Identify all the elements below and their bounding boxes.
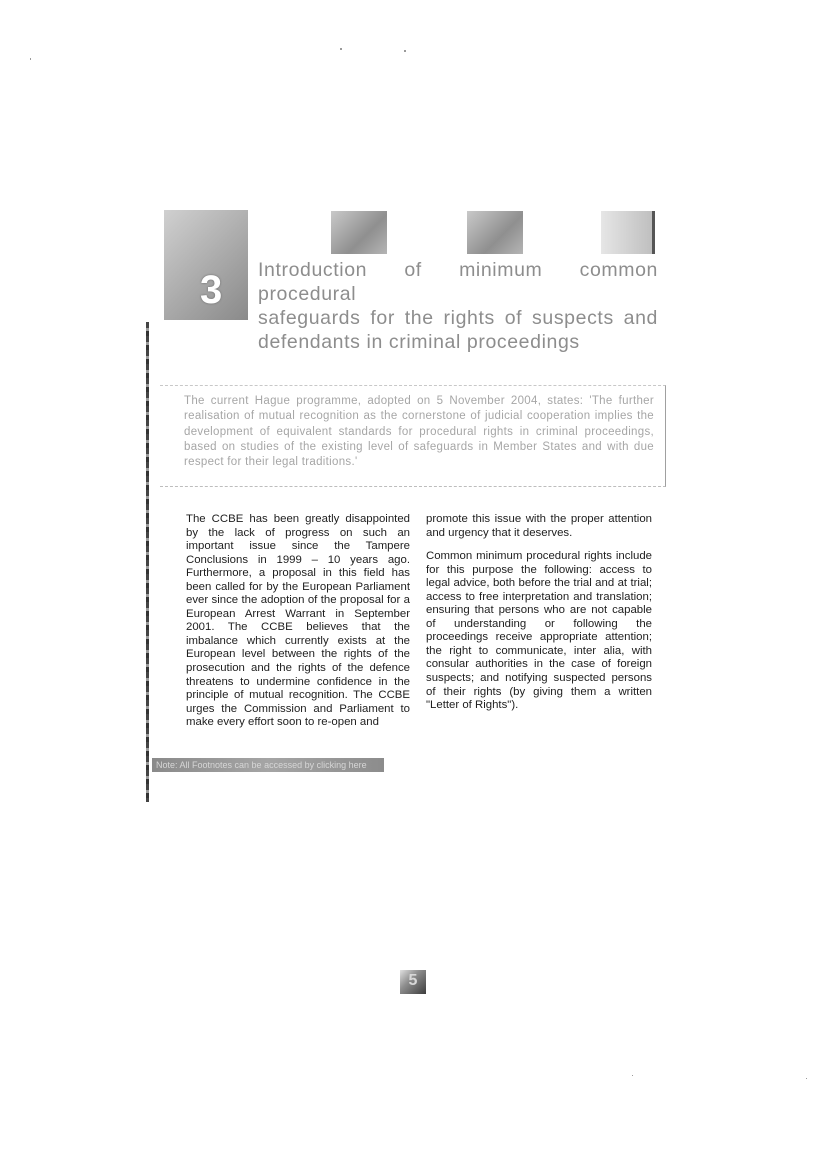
body-paragraph: promote this issue with the proper attention and urgency that it deserves. [426, 513, 652, 539]
decorative-square [601, 211, 655, 254]
scan-speck [340, 48, 342, 50]
body-left-column [186, 513, 410, 740]
scan-speck [632, 1075, 633, 1076]
body-right-column [426, 513, 652, 723]
decorative-square [331, 211, 387, 254]
footnotes-link[interactable]: Note: All Footnotes can be accessed by clicking here [152, 758, 384, 772]
chapter-title [258, 258, 658, 354]
chapter-title-line: defendants in criminal proceedings [258, 331, 580, 353]
quote-text: The current Hague programme, adopted on 5 November 2004, states: 'The further realisation of mutual recognition as the cornerstone of judicial cooperation implies the development of equivalent standards for procedural rights in criminal proceedings, based on studies of the existing level of safeguards in Member States and with due respect for their legal traditions.' [184, 395, 654, 469]
page-number: 5 [408, 972, 418, 989]
body-paragraph: The CCBE has been greatly disappointed by the lack of progress on such an important issue since the Tampere Conclusions in 1999 – 10 years ago. Furthermore, a proposal in this field has been called for by the European Parliament ever since the adoption of the proposal for a European Arrest Warrant in September 2001. The CCBE believes that the imbalance which currently exists at the European level between the rights of the prosecution and the rights of the defence threatens to undermine confidence in the principle of mutual recognition. The CCBE urges the Commission and Parliament to make every effort soon to re-open and [186, 513, 410, 729]
body-paragraph: Common minimum procedural rights include for this purpose the following: access to legal advice, both before the trial and at trial; access to free interpretation and translation; ensuring that persons who are not capable of understanding or following the proceedings receive appropriate attention; the right to communicate, inter alia, with consular authorities in the case of foreign suspects; and notifying suspected persons of their rights (by giving them a written "Letter of Rights"). [426, 550, 652, 712]
scan-speck [30, 58, 31, 60]
chapter-number: 3 [200, 268, 222, 312]
scan-speck [806, 1078, 807, 1079]
decorative-square [467, 211, 523, 254]
chapter-title-line: safeguards for the rights of suspects and [258, 307, 658, 329]
chapter-title-line: Introduction of minimum common procedural [258, 259, 658, 305]
scan-speck [404, 50, 406, 52]
page-margin-rule [146, 322, 149, 802]
